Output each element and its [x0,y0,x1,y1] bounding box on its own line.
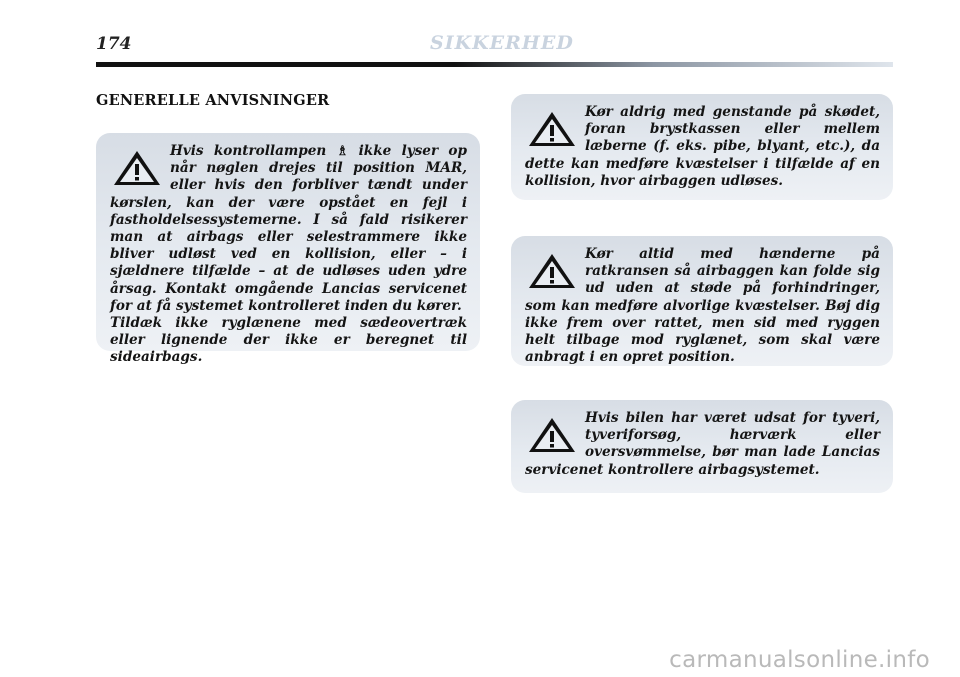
warning-text-line: Tildæk ikke ryglænene med sædeovertræk eller lignende der ikke er beregnet til sideairbags. [110,315,467,366]
page-number: 174 [96,34,132,54]
warning-triangle-icon [527,416,577,454]
warning-box-airbag-lamp [96,133,480,366]
watermark-link[interactable]: carmanualsonline.info [669,647,930,673]
page-heading: GENERELLE ANVISNINGER [96,92,330,109]
warning-text-part: Hvis kontrollampen [170,143,337,159]
warning-box-hands-on-wheel [511,236,893,366]
header-rule [96,62,893,67]
section-title: SIKKERHED [430,32,574,54]
airbag-warning-lamp-icon: ♗ [336,144,349,159]
warning-box-theft-flood [511,400,893,493]
warning-text: Kør altid med hænderne på ratkransen så airbaggen kan folde sig ud uden at støde på forhindringer, som kan medføre alvorlige kvæstelser. Bøj dig ikke frem over rattet, men sid med ryggen helt tilbage mod ryglænet, som skal være anbragt i en opret position. [525,246,880,366]
warning-text: Kør aldrig med genstande på skødet, foran brystkassen eller mellem læberne (f. eks. pibe, blyant, etc.), da dette kan medføre kvæstelser i tilfælde af en kollision, hvor airbaggen udløses. [525,104,880,189]
warning-box-objects-on-lap [511,94,893,200]
warning-text: Hvis bilen har været udsat for tyveri, tyveriforsøg, hærværk eller oversvømmelse, bør man lade Lancias servicenet kontrollere airbagsystemet. [525,410,880,478]
warning-text-part: ikke lyser op når nøglen drejes til position MAR, eller hvis den forbliver tændt under kørslen, kan der være opstået en fejl i fastholdelsessystemerne. I så fald risikerer man at airbags eller selestrammere ikke bliver udløst ved en kollision, eller – i sjældnere tilfælde – at de udløses uden ydre årsag. Kontakt omgående Lancias servicenet for at få systemet kontrolleret inden du kører. [110,143,467,314]
warning-triangle-icon [527,110,577,148]
warning-triangle-icon [112,149,162,187]
warning-triangle-icon [527,252,577,290]
